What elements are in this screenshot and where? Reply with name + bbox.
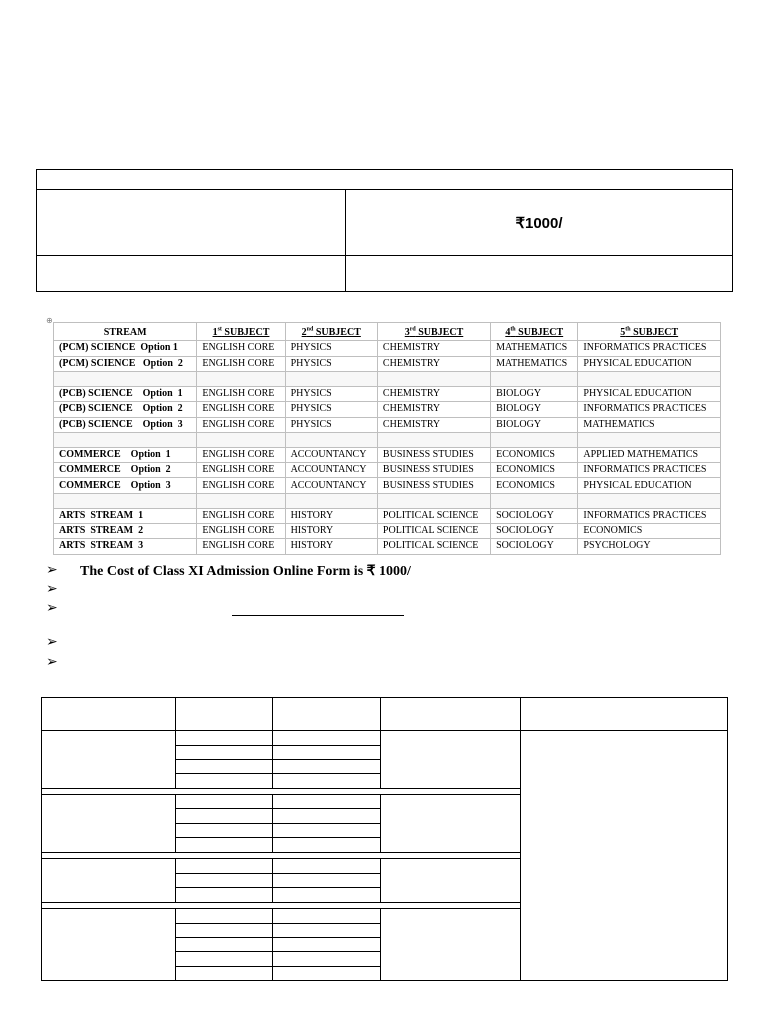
subject-cell: ENGLISH CORE — [197, 417, 285, 432]
subject-cell: MATHEMATICS — [491, 356, 578, 371]
fee-amount: ₹1000/ — [515, 215, 563, 232]
stream-cell: (PCB) SCIENCE Option 3 — [54, 417, 197, 432]
table-anchor-icon: ⊕ — [46, 316, 53, 325]
subject-cell: ECONOMICS — [491, 447, 578, 462]
subject-cell: INFORMATICS PRACTICES — [578, 341, 721, 356]
subject-cell: SOCIOLOGY — [491, 508, 578, 523]
stream-cell: (PCM) SCIENCE Option 1 — [54, 341, 197, 356]
bullet-icon: ➢ — [46, 655, 58, 670]
subject-cell: HISTORY — [285, 524, 377, 539]
subject-cell: PHYSICS — [285, 402, 377, 417]
stream-cell: COMMERCE Option 1 — [54, 447, 197, 462]
subject-cell: BUSINESS STUDIES — [377, 447, 490, 462]
subject-cell: HISTORY — [285, 539, 377, 554]
subject-cell: ENGLISH CORE — [197, 447, 285, 462]
bullet-icon: ➢ — [46, 582, 58, 597]
subject-cell: MATHEMATICS — [491, 341, 578, 356]
subject-cell: POLITICAL SCIENCE — [377, 508, 490, 523]
subject-cell: ENGLISH CORE — [197, 508, 285, 523]
subject-cell: SOCIOLOGY — [491, 524, 578, 539]
stream-cell: (PCB) SCIENCE Option 1 — [54, 386, 197, 401]
subject-cell: ENGLISH CORE — [197, 524, 285, 539]
bullet-icon: ➢ — [46, 601, 58, 616]
subject-cell: ENGLISH CORE — [197, 463, 285, 478]
subject-cell: CHEMISTRY — [377, 386, 490, 401]
subject-cell: BIOLOGY — [491, 386, 578, 401]
subject-cell: ACCOUNTANCY — [285, 463, 377, 478]
grid-outer-border — [42, 698, 728, 981]
subject-cell: PSYCHOLOGY — [578, 539, 721, 554]
subject-cell: CHEMISTRY — [377, 356, 490, 371]
subject-cell: ECONOMICS — [491, 463, 578, 478]
subject-cell: POLITICAL SCIENCE — [377, 539, 490, 554]
subject-cell: MATHEMATICS — [578, 417, 721, 432]
subject-cell: INFORMATICS PRACTICES — [578, 402, 721, 417]
subject-cell: ACCOUNTANCY — [285, 447, 377, 462]
subject-cell: PHYSICAL EDUCATION — [578, 356, 721, 371]
subject-cell: BUSINESS STUDIES — [377, 463, 490, 478]
subject-cell: ENGLISH CORE — [197, 356, 285, 371]
subject-cell: ENGLISH CORE — [197, 386, 285, 401]
subjects-table-header-cell: 3rd SUBJECT — [377, 323, 490, 341]
subject-cell: PHYSICS — [285, 386, 377, 401]
subjects-table-header-cell: 1st SUBJECT — [197, 323, 285, 341]
subject-cell: CHEMISTRY — [377, 417, 490, 432]
subjects-table-header-cell: 4th SUBJECT — [491, 323, 578, 341]
stream-cell: ARTS STREAM 2 — [54, 524, 197, 539]
stream-cell: (PCM) SCIENCE Option 2 — [54, 356, 197, 371]
subject-cell: INFORMATICS PRACTICES — [578, 508, 721, 523]
subject-cell: PHYSICS — [285, 341, 377, 356]
subject-cell: INFORMATICS PRACTICES — [578, 463, 721, 478]
subject-cell: PHYSICAL EDUCATION — [578, 386, 721, 401]
subject-cell: POLITICAL SCIENCE — [377, 524, 490, 539]
subject-cell: PHYSICAL EDUCATION — [578, 478, 721, 493]
subject-cell: ENGLISH CORE — [197, 402, 285, 417]
subjects-table-header-cell: 2nd SUBJECT — [285, 323, 377, 341]
subject-cell: CHEMISTRY — [377, 402, 490, 417]
subjects-table-header-cell: 5th SUBJECT — [578, 323, 721, 341]
stream-cell: COMMERCE Option 2 — [54, 463, 197, 478]
subject-cell: BIOLOGY — [491, 417, 578, 432]
subject-cell: ENGLISH CORE — [197, 478, 285, 493]
stream-cell: COMMERCE Option 3 — [54, 478, 197, 493]
subject-cell: BIOLOGY — [491, 402, 578, 417]
stream-cell: (PCB) SCIENCE Option 2 — [54, 402, 197, 417]
subject-cell: SOCIOLOGY — [491, 539, 578, 554]
stream-cell: ARTS STREAM 3 — [54, 539, 197, 554]
subject-cell: PHYSICS — [285, 417, 377, 432]
subject-cell: ECONOMICS — [491, 478, 578, 493]
subject-cell: HISTORY — [285, 508, 377, 523]
subject-cell: APPLIED MATHEMATICS — [578, 447, 721, 462]
bullet-text-admission-cost: The Cost of Class XI Admission Online Form is ₹ 1000/ — [80, 564, 411, 579]
subjects-table-header-cell: STREAM — [54, 323, 197, 341]
stream-cell: ARTS STREAM 1 — [54, 508, 197, 523]
subject-cell: PHYSICS — [285, 356, 377, 371]
subject-cell: ENGLISH CORE — [197, 341, 285, 356]
subject-cell: ACCOUNTANCY — [285, 478, 377, 493]
subject-cell: BUSINESS STUDIES — [377, 478, 490, 493]
subject-cell: ENGLISH CORE — [197, 539, 285, 554]
bullet-icon: ➢ — [46, 563, 58, 578]
subject-cell: CHEMISTRY — [377, 341, 490, 356]
subject-cell: ECONOMICS — [578, 524, 721, 539]
bullet-icon: ➢ — [46, 635, 58, 650]
